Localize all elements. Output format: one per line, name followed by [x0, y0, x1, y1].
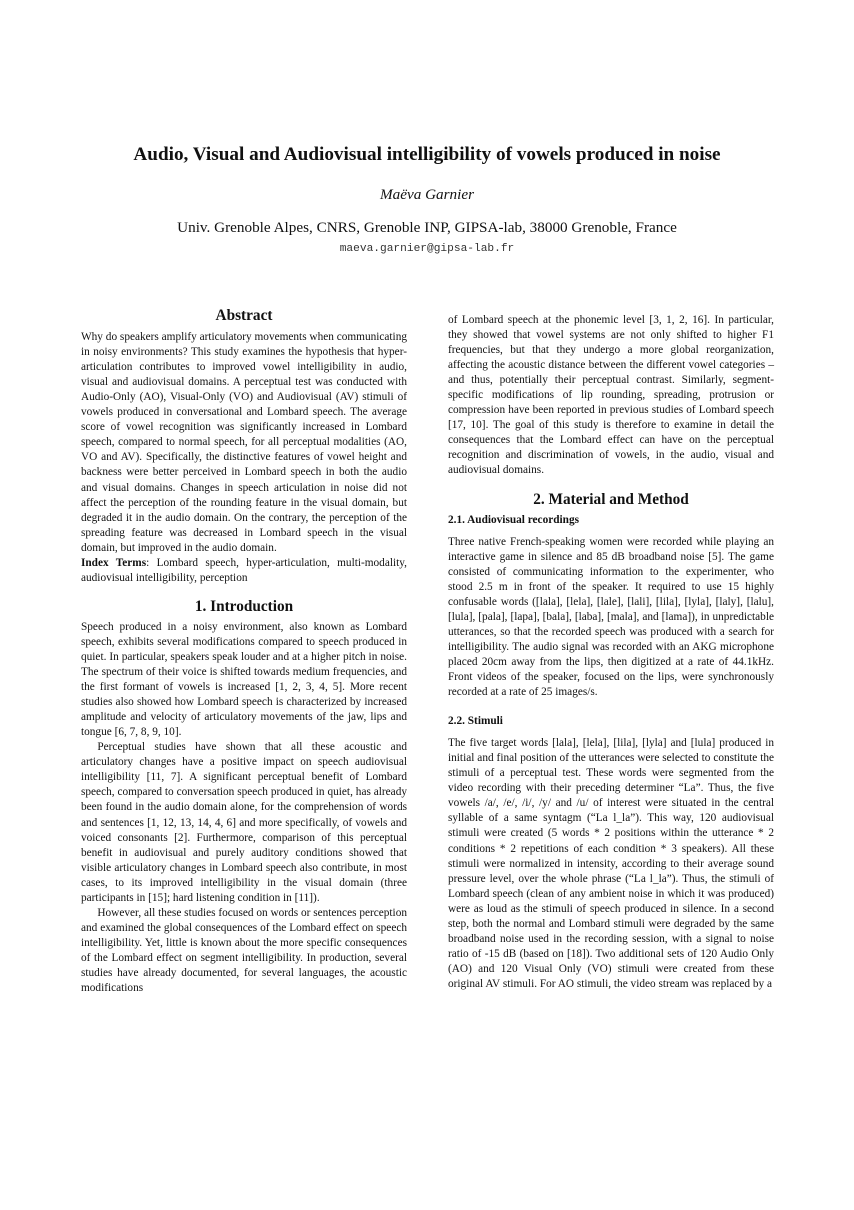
- author-email: maeva.garnier@gipsa-lab.fr: [339, 243, 515, 255]
- index-terms-list: : Lombard speech, hyper-articulation, multi-modality, audiovisual intelligibility, perception: [81, 556, 408, 584]
- right-column: [448, 313, 774, 992]
- introduction-heading: 1. Introduction: [194, 597, 294, 615]
- author-affiliation: Univ. Grenoble Alpes, CNRS, Grenoble INP, GIPSA-lab, 38000 Grenoble, France: [177, 219, 677, 236]
- author-name: Maëva Garnier: [379, 186, 475, 203]
- left-column: [81, 308, 407, 996]
- intro-paragraph-2: Perceptual studies have shown that all these acoustic and articulatory changes have a positive impact on speech audiovisual intelligibility [11, 7]. A significant perceptual benefit of Lombard speech, compared to conversation speech produced in quiet, has already been found in the audio domain alone, for the comprehension of words and sentences [1, 12, 13, 14, 4, 6] and more specifically, of vowels and voiced consonants [2]. Furthermore, comparison of this perceptual benefit in audiovisual and purely auditory conditions showed that visible articulatory changes in Lombard speech also contribute, in most cases, to its improved intelligibility in the visual domain (three participants in [15]; hard listening condition in [11]).: [81, 741, 407, 904]
- stimuli-subheading: 2.2. Stimuli: [448, 715, 503, 728]
- index-terms-label: Index Terms: [81, 556, 147, 569]
- paper-title: Audio, Visual and Audiovisual intelligibility of vowels produced in noise: [133, 144, 721, 165]
- recordings-subheading: 2.1. Audiovisual recordings: [448, 513, 579, 526]
- abstract-text: Why do speakers amplify articulatory movements when communicating in noisy environments? This study examines the hypothesis that hyper-articulation contributes to improved vowel intelligibility in audio, visual and audiovisual domains. A perceptual test was conducted with Audio-Only (AO), Visual-Only (VO) and Audiovisual (AV) stimuli of vowels produced in conversational and Lombard speech. The average score of vowel recognition was significantly increased in Lombard speech, compared to normal speech, for all perceptual modalities (AO, VO and AV). Specifically, the distinctive features of vowel height and backness were better perceived in Lombard speech in both the audio and visual domains. Changes in speech articulation in noise did not affect the perception of the rounding feature in the visual domain, but degraded it in the audio domain. On the contrary, the perception of the spreading feature was decreased in Lombard speech in the visual domain, but improved in the audio domain.: [81, 331, 407, 554]
- abstract-heading: Abstract: [215, 307, 273, 324]
- intro-paragraph-1: Speech produced in a noisy environment, also known as Lombard speech, exhibits several modifications compared to speech produced in quiet. In particular, speakers speak louder and at a higher pitch in noise. The spectrum of their voice is shifted towards medium frequencies, and the first formant of vowels is increased [1, 2, 3, 4, 5]. More recent studies also showed how Lombard speech is characterized by increased amplitude and velocity of articulatory movements of the jaw, lips and tongue [6, 7, 8, 9, 10].: [81, 620, 407, 739]
- index-terms: [81, 556, 407, 586]
- intro-paragraph-3-continued: of Lombard speech at the phonemic level [3, 1, 2, 16]. In particular, they showed that vowel systems are not only shifted to higher F1 frequencies, but that they undergo a more global reorganization, affecting the acoustic distance between the different vowel categories – and thus, potentially their perceptual contrast. Similarly, segment-specific modifications of lip rounding, spreading, protrusion or compression have been reported in previous studies of Lombard speech [17, 10]. The goal of this study is therefore to examine in detail the consequences that the Lombard effect can have on the perceptual recognition and discrimination of vowels, in the audio, visual and audiovisual domains.: [448, 314, 774, 477]
- method-heading: 2. Material and Method: [533, 490, 689, 508]
- stimuli-paragraph: The five target words [lala], [lela], [lila], [lyla] and [lula] produced in initial and final position of the utterances were selected to constitute the stimuli of a perceptual test. These words were segmented from the video recording with their preceding determiner “La”. Thus, the five vowels /a/, /e/, /i/, /y/ and /u/ of interest were situated in the central syllable of a same syntagm (“La l_la”). This way, 120 audiovisual stimuli were created (5 words * 2 positions within the utterance * 2 conditions * 2 repetitions of each condition * 3 speakers). All these stimuli were normalized in intensity, according to their average sound pressure level, over the whole phrase (“La l_la”). Thus, the stimuli of Lombard speech (clean of any ambient noise in which it was produced) were as loud as the stimuli of speech produced in silence. In a second step, both the normal and Lombard stimuli were degraded by the same broadband noise used in the recording session, with a signal to noise ratio of -15 dB (based on [18]). Two additional sets of 120 Audio Only (AO) and 120 Visual Only (VO) stimuli were created from these original AV stimuli. For AO stimuli, the video stream was replaced by a: [448, 737, 774, 990]
- intro-paragraph-3: However, all these studies focused on words or sentences perception and examined the global consequences of the Lombard effect on speech intelligibility. Yet, little is known about the more specific consequences of the Lombard effect on segment intelligibility. In production, several studies have already documented, for several languages, the acoustic modifications: [81, 906, 407, 995]
- recordings-paragraph: Three native French-speaking women were recorded while playing an interactive game in silence and 85 dB broadband noise [5]. The game consisted of communicating information to the experimenter, who stood 2.5 m in front of the speaker. It required to use 15 highly confusable words ([lala], [lela], [lale], [lali], [lila], [lyla], [laly], [lalu], [lula], [pala], [lapa], [bala], [laba], [mala], and [lama]), in unpredictable utterances, so that the recorded speech was produced with a search for intelligibility. The audio signal was recorded with an AKG microphone placed 20cm away from the lips, then digitized at a rate of 44.1kHz. Front videos of the speaker, focused on the lips, were synchronously recorded at a rate of 25 images/s.: [448, 535, 774, 699]
